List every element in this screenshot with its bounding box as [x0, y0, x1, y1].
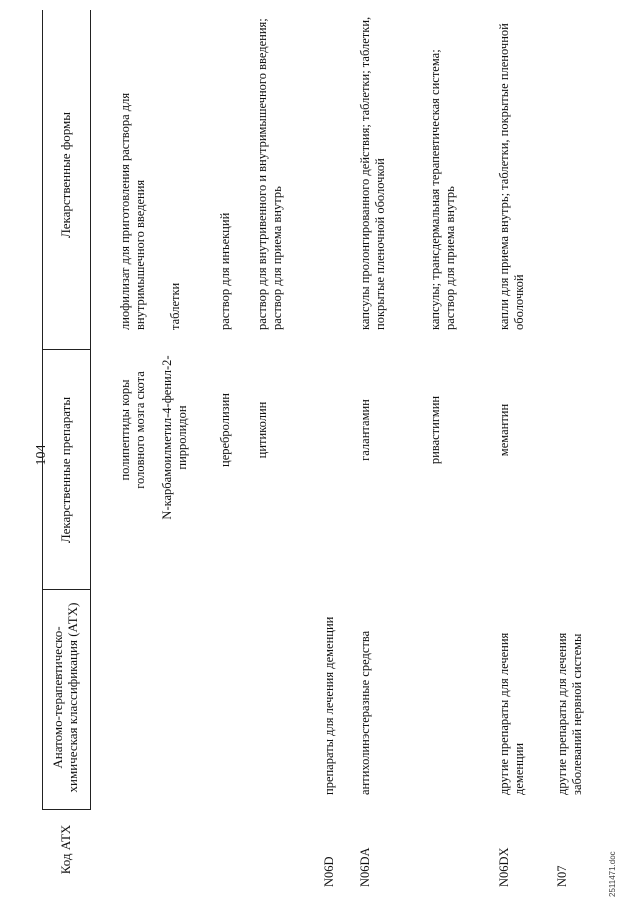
drug-name: ривастигмин [428, 395, 442, 465]
atc-code: N06D [322, 856, 336, 887]
table-top-border [42, 10, 43, 810]
atc-code: N07 [555, 865, 569, 887]
header-bottom-border [90, 10, 91, 810]
drug-forms: капсулы пролонгированного действия; таблетки; таблетки, покрытые пленочной оболочкой [358, 16, 387, 330]
drug-forms: таблетки [168, 282, 182, 330]
header-code: Код АТХ [58, 824, 73, 875]
drug-name: церебролизин [218, 393, 232, 467]
drug-forms: лиофилизат для приготовления раствора для внутримышечного введения [118, 92, 147, 330]
drug-name: полипептиды коры головного мозга скота [118, 371, 147, 489]
atc-code: N06DX [497, 847, 511, 887]
col-divider-2 [42, 589, 90, 590]
header-forms: Лекарственные формы [58, 111, 73, 239]
document-id: 2511471.doc [608, 851, 617, 897]
header-drugs: Лекарственные препараты [58, 396, 73, 544]
atc-code: N06DA [358, 847, 372, 887]
page-number: 104 [34, 444, 49, 466]
atc-class: другие препараты для лечения заболеваний нервной системы [555, 632, 584, 795]
atc-class: антихолинэстеразные средства [358, 630, 372, 795]
drug-name: мемантин [497, 403, 511, 457]
drug-forms: раствор для внутривенного и внутримышечного введения; раствор для приема внутрь [255, 18, 284, 330]
drug-name: галантамин [358, 399, 372, 461]
drug-name: цитиколин [255, 401, 269, 459]
drug-forms: капсулы; трансдермальная терапевтическая система; раствор для приема внутрь [428, 49, 457, 330]
col-divider-1 [42, 809, 90, 810]
atc-class: другие препараты для лечения деменции [497, 632, 526, 795]
header-class: Анатомо-терапевтическо-химическая классификация (АТХ) [50, 602, 80, 793]
drug-forms: раствор для инъекций [218, 212, 232, 330]
col-divider-3 [42, 349, 90, 350]
drug-name: N-карбамоилметил-4-фенил-2-пирролидон [160, 355, 189, 520]
drug-forms: капли для приема внутрь; таблетки, покрытые пленочной оболочкой [497, 23, 526, 330]
atc-class: препараты для лечения деменции [322, 616, 336, 795]
